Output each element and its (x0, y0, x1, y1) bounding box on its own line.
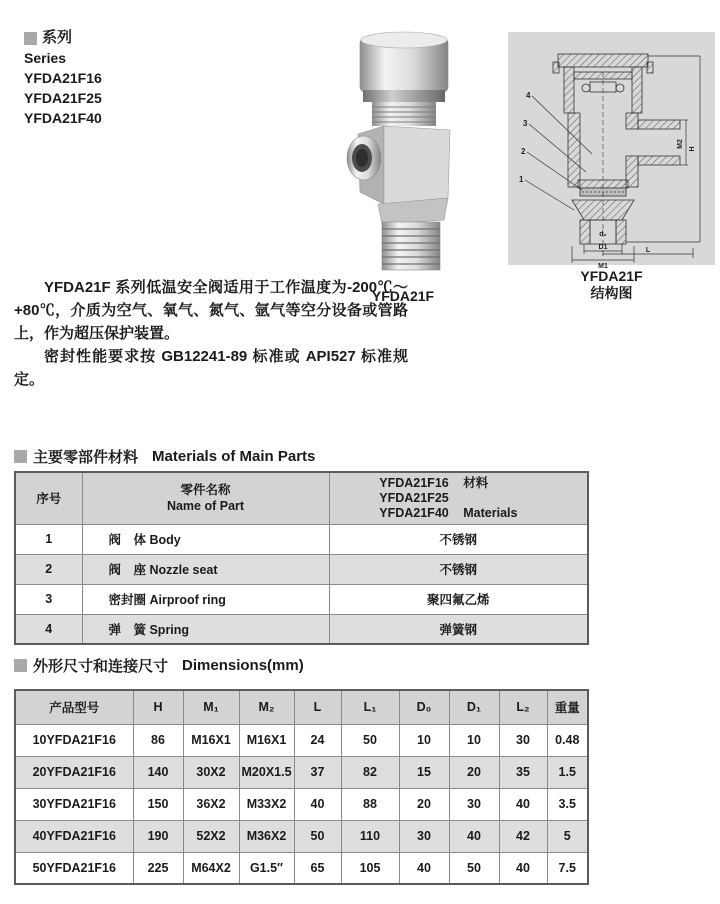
cell-l1: 110 (341, 820, 399, 852)
dimensions-header-row (15, 690, 588, 724)
cell-m2: M33X2 (239, 788, 294, 820)
cell-l: 40 (294, 788, 341, 820)
cell-m1: M16X1 (183, 724, 239, 756)
series-model: YFDA21F40 (24, 110, 102, 126)
cell-material: 不锈钢 (329, 554, 588, 584)
cell-model: 30YFDA21F16 (15, 788, 133, 820)
part-name-zh: 零件名称 (180, 483, 231, 498)
section-bullet-icon (14, 450, 27, 463)
col-header-l1: L₁ (341, 690, 399, 724)
col-header-no: 序号 (15, 472, 82, 524)
cell-d1: 10 (449, 724, 499, 756)
materials-table (14, 471, 589, 645)
valve-cap (360, 32, 448, 102)
table-row (15, 554, 588, 584)
material-model: YFDA21F16 (379, 475, 449, 490)
dimensions-section-header (14, 655, 304, 676)
cell-d0: 40 (399, 852, 449, 884)
product-description (14, 276, 408, 391)
cell-l1: 88 (341, 788, 399, 820)
table-row (15, 756, 588, 788)
dim-label-m2: M2 (677, 139, 684, 149)
col-header-d0: D₀ (399, 690, 449, 724)
part-name-en: Name of Part (166, 499, 245, 514)
cell-m2: G1.5″ (239, 852, 294, 884)
cell-h: 140 (133, 756, 183, 788)
structure-diagram (508, 32, 715, 270)
diagram-caption-label: 结构图 (590, 285, 633, 301)
table-row (15, 614, 588, 644)
col-header-model: 产品型号 (15, 690, 133, 724)
col-header-material (329, 472, 588, 524)
cell-d1: 50 (449, 852, 499, 884)
cell-d0: 10 (399, 724, 449, 756)
series-title-en: Series (24, 50, 67, 66)
cell-h: 150 (133, 788, 183, 820)
cell-d0: 20 (399, 788, 449, 820)
cell-m2: M20X1.5 (239, 756, 294, 788)
material-header-line (332, 491, 586, 506)
dim-label-h: H (689, 146, 696, 152)
cell-weight: 1.5 (547, 756, 588, 788)
col-header-d1: D₁ (449, 690, 499, 724)
structure-diagram-art (508, 32, 715, 270)
table-row (15, 724, 588, 756)
cell-l2: 35 (499, 756, 547, 788)
col-header-l2: L₂ (499, 690, 547, 724)
cell-d1: 30 (449, 788, 499, 820)
col-header-m1: M₁ (183, 690, 239, 724)
material-model: YFDA21F40 (379, 505, 449, 520)
dimensions-title-zh: 外形尺寸和连接尺寸 (33, 658, 169, 675)
series-title-zh: 系列 (42, 29, 73, 46)
table-row (15, 524, 588, 554)
cell-m1: 30X2 (183, 756, 239, 788)
cell-l: 24 (294, 724, 341, 756)
cell-no: 3 (15, 584, 82, 614)
dim-label-d1: D1 (598, 244, 608, 251)
dim-label-l: L (645, 247, 651, 254)
table-row (15, 820, 588, 852)
series-block (24, 28, 102, 128)
dim-label-m1: M1 (598, 263, 608, 270)
cell-l: 65 (294, 852, 341, 884)
cell-l: 50 (294, 820, 341, 852)
valve-neck (372, 102, 436, 126)
cell-m1: 52X2 (183, 820, 239, 852)
dimensions-title-en: Dimensions(mm) (182, 657, 304, 674)
table-row (15, 852, 588, 884)
material-spacer (463, 491, 537, 506)
series-model: YFDA21F16 (24, 70, 102, 86)
material-zh: 材料 (463, 475, 489, 490)
dimensions-table (14, 689, 589, 885)
cell-model: 50YFDA21F16 (15, 852, 133, 884)
cell-m1: M64X2 (183, 852, 239, 884)
table-row (15, 788, 588, 820)
cell-l2: 30 (499, 724, 547, 756)
table-row (15, 584, 588, 614)
cell-m1: 36X2 (183, 788, 239, 820)
diagram-caption (508, 268, 715, 302)
cell-material: 不锈钢 (329, 524, 588, 554)
valve-body (347, 126, 450, 204)
material-en: Materials (463, 505, 518, 520)
cell-l2: 40 (499, 788, 547, 820)
col-header-h: H (133, 690, 183, 724)
cell-model: 10YFDA21F16 (15, 724, 133, 756)
cell-material: 聚四氟乙烯 (329, 584, 588, 614)
cell-l1: 50 (341, 724, 399, 756)
description-paragraph: YFDA21F 系列低温安全阀适用于工作温度为-200℃～+80℃，介质为空气、氧气、氮气、氩气等空分设备或管路上，作为超压保护装置。 (14, 279, 408, 342)
col-header-weight: 重量 (547, 690, 588, 724)
cell-d1: 40 (449, 820, 499, 852)
cell-l1: 105 (341, 852, 399, 884)
section-bullet-icon (14, 659, 27, 672)
cell-weight: 0.48 (547, 724, 588, 756)
description-paragraph: 密封性能要求按 GB12241-89 标准或 API527 标准规定。 (14, 348, 408, 388)
cell-h: 190 (133, 820, 183, 852)
materials-section-header (14, 446, 315, 467)
cell-l2: 42 (499, 820, 547, 852)
cell-d0: 30 (399, 820, 449, 852)
cell-l1: 82 (341, 756, 399, 788)
cell-model: 20YFDA21F16 (15, 756, 133, 788)
cell-m2: M36X2 (239, 820, 294, 852)
cell-no: 2 (15, 554, 82, 584)
photo-caption: YFDA21F (371, 288, 435, 304)
cell-part-name: 阀 座 Nozzle seat (82, 554, 329, 584)
valve-bottom (378, 198, 448, 270)
cell-weight: 5 (547, 820, 588, 852)
cell-part-name: 弹 簧 Spring (82, 614, 329, 644)
part-label: 2 (521, 147, 526, 156)
materials-title-en: Materials of Main Parts (152, 448, 316, 465)
material-header-line (332, 476, 586, 491)
valve-photo-art (344, 28, 462, 274)
cell-part-name: 密封圈 Airproof ring (82, 584, 329, 614)
valve-photo (344, 28, 462, 274)
col-header-part-name (82, 472, 329, 524)
cell-d1: 20 (449, 756, 499, 788)
series-title (24, 28, 102, 48)
materials-title-zh: 主要零部件材料 (33, 449, 139, 466)
cell-no: 4 (15, 614, 82, 644)
series-model: YFDA21F25 (24, 90, 102, 106)
material-model: YFDA21F25 (379, 490, 449, 505)
cell-model: 40YFDA21F16 (15, 820, 133, 852)
cell-h: 225 (133, 852, 183, 884)
cell-l: 37 (294, 756, 341, 788)
col-header-m2: M₂ (239, 690, 294, 724)
cell-l2: 40 (499, 852, 547, 884)
material-header-line (332, 506, 586, 521)
dim-label-d0: d₀ (599, 231, 607, 238)
part-label: 3 (523, 119, 528, 128)
part-label: 1 (519, 175, 524, 184)
materials-header-row (15, 472, 588, 524)
col-header-l: L (294, 690, 341, 724)
cell-no: 1 (15, 524, 82, 554)
cell-part-name: 阀 体 Body (82, 524, 329, 554)
cell-material: 弹簧钢 (329, 614, 588, 644)
cell-weight: 7.5 (547, 852, 588, 884)
cell-m2: M16X1 (239, 724, 294, 756)
cell-h: 86 (133, 724, 183, 756)
section-bullet-icon (24, 32, 37, 45)
cell-weight: 3.5 (547, 788, 588, 820)
valve-section (553, 54, 680, 244)
diagram-caption-model: YFDA21F (580, 268, 643, 284)
cell-d0: 15 (399, 756, 449, 788)
part-label: 4 (526, 91, 531, 100)
